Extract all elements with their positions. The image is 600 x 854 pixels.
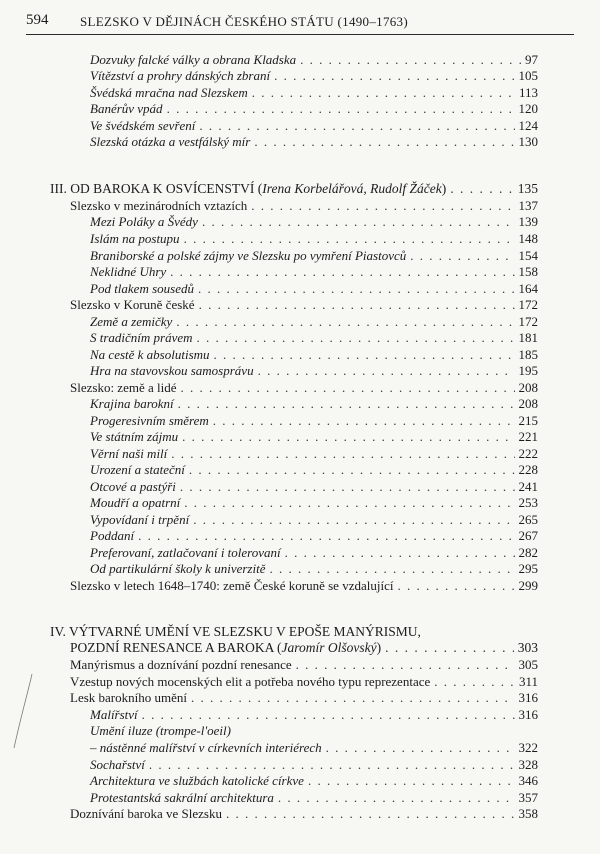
toc-label: Otcové a pastýři — [90, 479, 176, 494]
toc-page: 328 — [518, 757, 538, 772]
toc-label: Poddaní — [90, 528, 135, 543]
toc-page: 305 — [518, 657, 538, 672]
toc-entry[interactable] — [90, 527, 538, 545]
toc-label: Věrní naši milí — [90, 446, 168, 461]
toc-label: Na cestě k absolutismu — [90, 347, 210, 362]
toc-page: 265 — [518, 512, 538, 527]
toc-page: 185 — [518, 347, 538, 362]
toc-entry[interactable] — [90, 263, 538, 281]
toc-entry[interactable] — [90, 739, 538, 757]
toc-entry[interactable] — [90, 362, 538, 380]
toc-label: Urození a stateční — [90, 462, 185, 477]
toc-entry[interactable] — [90, 213, 538, 231]
toc-label: Protestantská sakrální architektura — [90, 790, 274, 805]
toc-page: 215 — [518, 413, 538, 428]
toc-page: 120 — [518, 101, 538, 116]
toc-label: Slezsko v Koruně české — [70, 297, 195, 312]
toc-chapter[interactable] — [70, 689, 538, 707]
toc-label: Vzestup nových mocenských elit a potřeba nového typu reprezentace — [70, 674, 431, 689]
toc-label: Hra na stavovskou samosprávu — [90, 363, 254, 378]
toc-label: Vypovídaní i trpění — [90, 512, 190, 527]
toc-page: 346 — [518, 773, 538, 788]
toc-page: 316 — [518, 690, 538, 705]
toc-chapter[interactable] — [70, 296, 538, 314]
toc-label: Banérův vpád — [90, 101, 163, 116]
toc-label: Doznívání baroka ve Slezsku — [70, 806, 222, 821]
toc-page: 113 — [518, 85, 538, 100]
toc-page: 253 — [518, 495, 538, 510]
toc-page: 357 — [518, 790, 538, 805]
pencil-margin-mark — [10, 672, 34, 750]
toc-label: Slezsko v letech 1648–1740: země České koruně se vzdalující — [70, 578, 394, 593]
part-authors: Irena Korbelářová, Rudolf Žáček — [262, 181, 442, 196]
toc-page: 158 — [518, 264, 538, 279]
toc-page: 295 — [518, 561, 538, 576]
toc-label: Švédská mračna nad Slezskem — [90, 85, 248, 100]
toc-label: Mezi Poláky a Švédy — [90, 214, 198, 229]
toc-entry[interactable] — [90, 67, 538, 85]
toc-page: 154 — [518, 248, 538, 263]
toc-page: 267 — [518, 528, 538, 543]
toc-page: 222 — [518, 446, 538, 461]
toc-page: 282 — [518, 545, 538, 560]
toc-chapter[interactable] — [70, 805, 538, 823]
toc-page: 97 — [525, 52, 538, 67]
toc-page: 241 — [518, 479, 538, 494]
toc-page: 303 — [517, 640, 538, 655]
toc-label: Preferovaní, zatlačovaní i tolerovaní — [90, 545, 281, 560]
toc-label: Manýrismus a doznívání pozdní renesance — [70, 657, 292, 672]
toc-page: 358 — [518, 806, 538, 821]
toc-label: Braniborské a polské zájmy ve Slezsku po vymření Piastovců — [90, 248, 407, 263]
toc-entry[interactable] — [90, 494, 538, 512]
page-number: 594 — [26, 12, 49, 28]
toc-page: 105 — [518, 68, 538, 83]
toc-label: Vítězství a prohry dánských zbraní — [90, 68, 271, 83]
toc-page: 228 — [518, 462, 538, 477]
toc-entry[interactable] — [90, 230, 538, 248]
toc-label: Slezsko: země a lidé — [70, 380, 177, 395]
part-title: POZDNÍ RENESANCE A BAROKA — [70, 640, 274, 655]
toc-entry[interactable] — [90, 772, 538, 790]
toc-page: 130 — [518, 134, 538, 149]
toc-chapter[interactable] — [70, 656, 538, 674]
toc-page: 164 — [518, 281, 538, 296]
toc-page: 148 — [518, 231, 538, 246]
toc-label: Moudří a opatrní — [90, 495, 181, 510]
toc-page: 124 — [518, 118, 538, 133]
toc-part-heading[interactable]: POZDNÍ RENESANCE A BAROKA (Jaromír Olšovský) . . . 303 — [70, 639, 538, 657]
toc-label: Krajina barokní — [90, 396, 174, 411]
toc-page: 316 — [518, 707, 538, 722]
toc-entry[interactable] — [90, 395, 538, 413]
toc-label: Ve státním zájmu — [90, 429, 179, 444]
toc-page: 299 — [518, 578, 538, 593]
toc-page: 208 — [518, 396, 538, 411]
toc-label: Pod tlakem sousedů — [90, 281, 194, 296]
toc-chapter[interactable] — [70, 577, 538, 595]
toc-label: Slezsko v mezinárodních vztazích — [70, 198, 248, 213]
toc-entry[interactable] — [90, 133, 538, 151]
toc-label: Ve švédském sevření — [90, 118, 196, 133]
toc-page: 139 — [518, 214, 538, 229]
toc-page: 172 — [518, 314, 538, 329]
toc-label: – nástěnné malířství v církevních interiérech — [90, 740, 322, 755]
toc-part-heading[interactable]: III. OD BAROKA K OSVÍCENSTVÍ (Irena Korbelářová, Rudolf Žáček) . . . 135 — [50, 180, 538, 198]
toc-page: 322 — [518, 740, 538, 755]
toc-label: Progeresivním směrem — [90, 413, 209, 428]
part-authors: Jaromír Olšovský — [281, 640, 377, 655]
toc-page: 181 — [518, 330, 538, 345]
toc-label: Dozvuky falcké války a obrana Kladska — [90, 52, 297, 67]
toc-entry[interactable] — [90, 560, 538, 578]
toc-label: Lesk barokního umění — [70, 690, 187, 705]
running-title: SLEZSKO V DĚJINÁCH ČESKÉHO STÁTU (1490–1763) — [80, 14, 408, 29]
running-header — [26, 12, 574, 35]
toc-label: S tradičním právem — [90, 330, 193, 345]
toc-page: 208 — [518, 380, 538, 395]
toc-page: 137 — [518, 198, 538, 213]
toc-label: Neklidné Uhry — [90, 264, 167, 279]
toc-label: Země a zemičky — [90, 314, 173, 329]
toc-page: 221 — [518, 429, 538, 444]
part-title: III. OD BAROKA K OSVÍCENSTVÍ — [50, 181, 255, 196]
toc-label: Architektura ve službách katolické církve — [90, 773, 304, 788]
toc-entry[interactable] — [90, 461, 538, 479]
toc-entry[interactable] — [90, 100, 538, 118]
toc-label: Slezská otázka a vestfálský mír — [90, 134, 251, 149]
toc-part-heading-line1[interactable]: IV. VÝTVARNÉ UMĚNÍ VE SLEZSKU V EPOŠE MANÝRISMU, — [50, 624, 421, 639]
toc-entry-label[interactable]: Umění iluze (trompe-l'oeil) — [90, 723, 231, 738]
toc-label: Od partikulární školy k univerzitě — [90, 561, 266, 576]
toc-page: 195 — [518, 363, 538, 378]
toc-page: 311 — [518, 674, 538, 689]
toc-page: 135 — [517, 181, 538, 196]
toc-label: Sochařství — [90, 757, 145, 772]
toc-page: 172 — [518, 297, 538, 312]
toc-label: Malířství — [90, 707, 138, 722]
toc-entry[interactable] — [90, 329, 538, 347]
toc-label: Islám na postupu — [90, 231, 180, 246]
toc-entry[interactable] — [90, 428, 538, 446]
